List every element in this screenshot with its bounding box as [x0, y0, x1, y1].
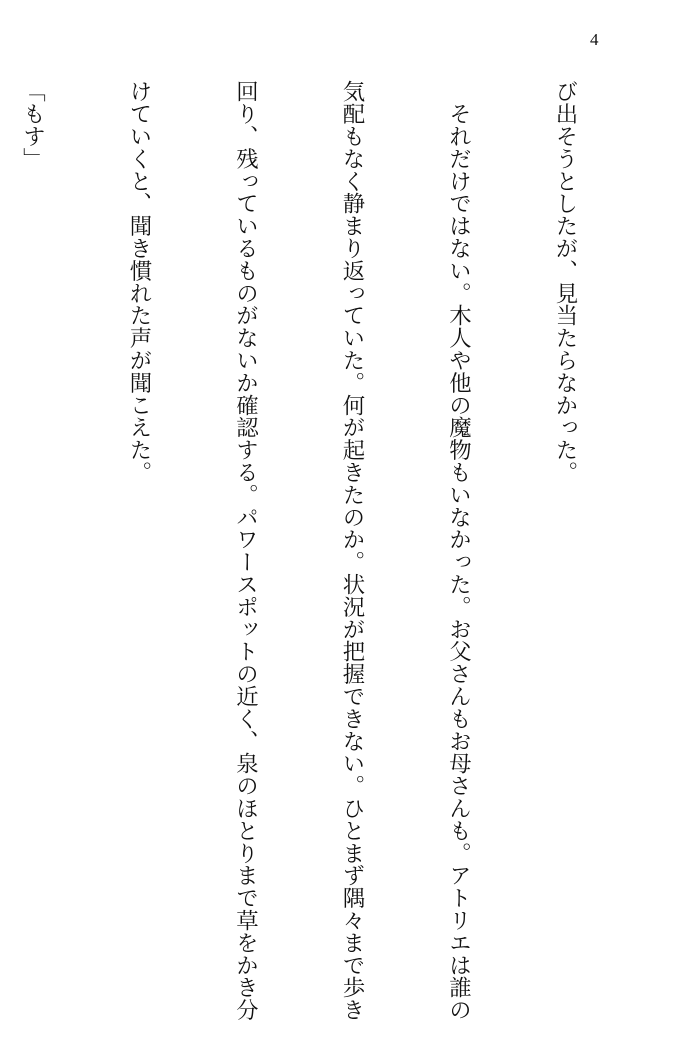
text-line: 「もす」 [19, 80, 46, 170]
text-line: 気配もなく静まり返っていた。何が起きたのか。状況が把握できない。ひとまず隅々まで歩き [339, 80, 365, 1021]
page-number: 4 [590, 30, 599, 49]
text-line: び出そうとしたが、見当たらなかった。 [552, 80, 578, 484]
text-line: それだけではない。木人や他の魔物もいなかった。お父さんもお母さんも。アトリエは誰の [445, 80, 472, 1021]
text-line: 回り、残っているものがないか確認する。パワースポットの近く、泉のほとりまで草をかき分 [232, 80, 259, 1021]
vertical-text-body [19, 80, 653, 1021]
text-line: けていくと、聞き慣れた声が聞こえた。 [126, 80, 152, 484]
